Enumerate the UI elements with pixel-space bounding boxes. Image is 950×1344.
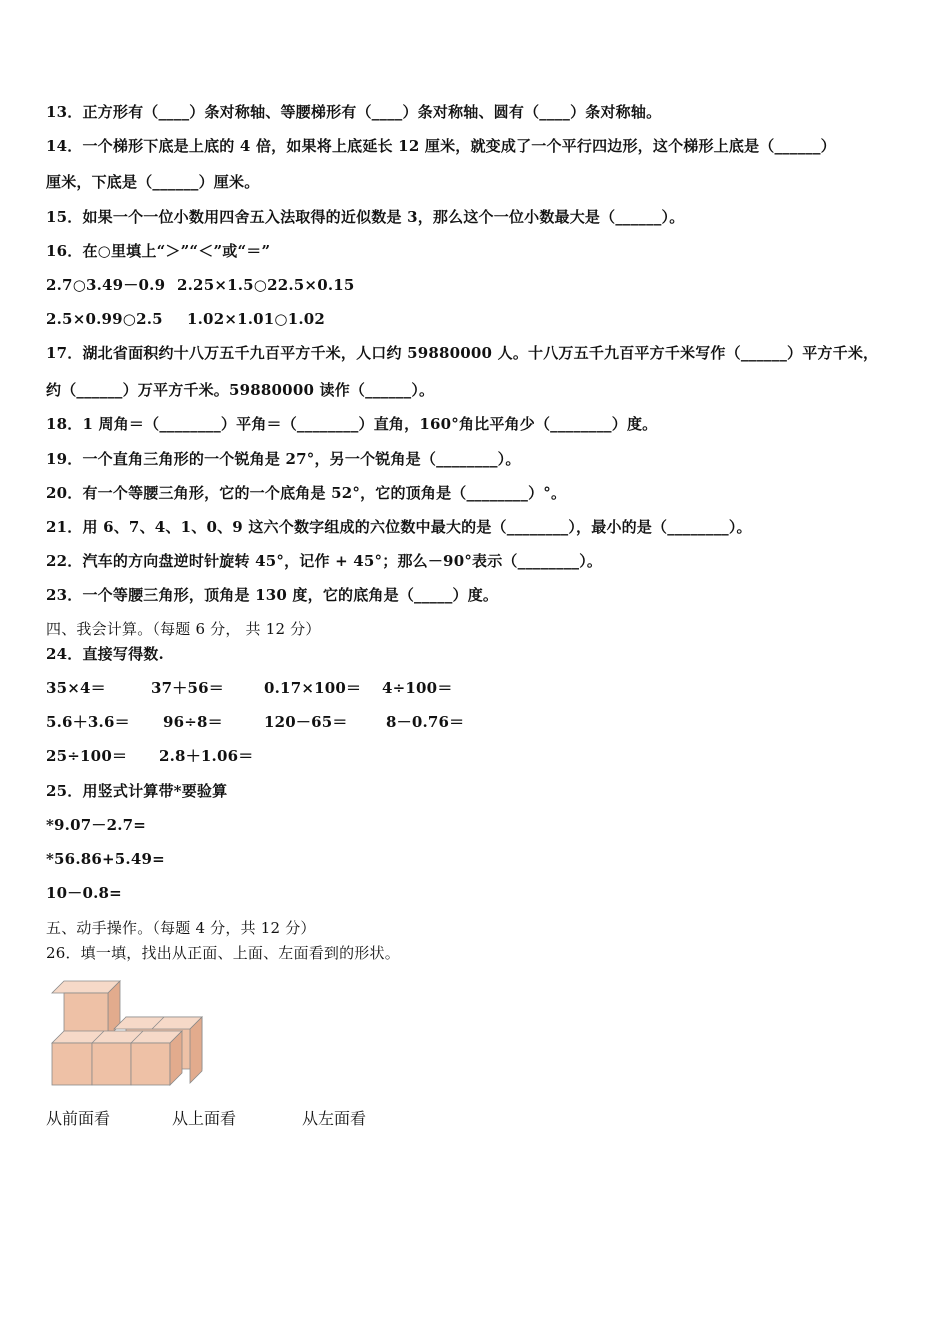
view-label-top: 从上面看 bbox=[172, 1109, 237, 1128]
question-13: 13．正方形有（____）条对称轴、等腰梯形有（____）条对称轴、圆有（____）条对称轴。 bbox=[46, 103, 662, 121]
question-14-line2: 厘米，下底是（______）厘米。 bbox=[46, 173, 260, 191]
question-21: 21．用 6、7、4、1、0、9 这六个数字组成的六位数中最大的是（________），最小的是（________）。 bbox=[46, 518, 752, 536]
question-16: 16．在○里填上“＞”“＜”或“＝” bbox=[46, 242, 271, 260]
cube-front-row bbox=[52, 1031, 182, 1085]
calc-item: 0.17×100＝ bbox=[264, 679, 362, 697]
calc-row-1 bbox=[46, 678, 453, 698]
compare-item: 2.5×0.99○2.5 bbox=[46, 310, 163, 328]
question-15: 15．如果一个一位小数用四舍五入法取得的近似数是 3，那么这个一位小数最大是（______）。 bbox=[46, 208, 685, 226]
question-16-row1 bbox=[46, 275, 355, 295]
calc-item: 8－0.76＝ bbox=[386, 713, 465, 731]
calc-item: 25÷100＝ bbox=[46, 747, 128, 765]
compare-item: 2.25×1.5○22.5×0.15 bbox=[177, 276, 355, 294]
calc-row-3 bbox=[46, 746, 253, 766]
question-17-line2: 约（______）万平方千米。59880000 读作（______）。 bbox=[46, 381, 435, 399]
question-18: 18．1 周角＝（________）平角＝（________）直角，160°角比平角少（________）度。 bbox=[46, 415, 658, 433]
calc-item: 2.8＋1.06＝ bbox=[159, 747, 254, 765]
question-26-title: 26．填一填，找出从正面、上面、左面看到的形状。 bbox=[46, 944, 400, 962]
question-17-line1: 17．湖北省面积约十八万五千九百平方千米，人口约 59880000 人。十八万五千九百平方千米写作（______）平方千米， bbox=[46, 344, 879, 362]
calc-item: 120－65＝ bbox=[264, 713, 348, 731]
cube-stack-figure bbox=[46, 975, 216, 1090]
question-25-title: 25．用竖式计算带*要验算 bbox=[46, 782, 228, 800]
view-label-left: 从左面看 bbox=[302, 1109, 367, 1128]
view-label-front: 从前面看 bbox=[46, 1109, 111, 1128]
calc-item: 37＋56＝ bbox=[151, 679, 224, 697]
section-4-heading: 四、我会计算。（每题 6 分， 共 12 分） bbox=[46, 620, 321, 638]
vertical-calc-item: 10－0.8= bbox=[46, 884, 122, 902]
calc-item: 5.6＋3.6＝ bbox=[46, 713, 130, 731]
question-23: 23．一个等腰三角形，顶角是 130 度，它的底角是（_____）度。 bbox=[46, 586, 499, 604]
question-16-row2 bbox=[46, 309, 325, 329]
question-24-title: 24．直接写得数. bbox=[46, 645, 164, 663]
calc-item: 4÷100＝ bbox=[382, 679, 453, 697]
section-5-heading: 五、动手操作。（每题 4 分，共 12 分） bbox=[46, 919, 316, 937]
question-19: 19．一个直角三角形的一个锐角是 27°，另一个锐角是（________）。 bbox=[46, 450, 521, 468]
vertical-calc-item: *56.86+5.49= bbox=[46, 850, 165, 868]
cube-top-stacked bbox=[52, 981, 120, 1037]
question-20: 20．有一个等腰三角形，它的一个底角是 52°，它的顶角是（________）°。 bbox=[46, 484, 567, 502]
calc-item: 96÷8＝ bbox=[163, 713, 223, 731]
compare-item: 1.02×1.01○1.02 bbox=[187, 310, 326, 328]
vertical-calc-item: *9.07－2.7= bbox=[46, 816, 147, 834]
calc-item: 35×4＝ bbox=[46, 679, 106, 697]
calc-row-2 bbox=[46, 712, 464, 732]
question-14-line1: 14．一个梯形下底是上底的 4 倍，如果将上底延长 12 厘米，就变成了一个平行四边形，这个梯形上底是（______） bbox=[46, 137, 836, 155]
question-22: 22．汽车的方向盘逆时针旋转 45°，记作 + 45°；那么－90°表示（________）。 bbox=[46, 552, 603, 570]
compare-item: 2.7○3.49－0.9 bbox=[46, 276, 166, 294]
